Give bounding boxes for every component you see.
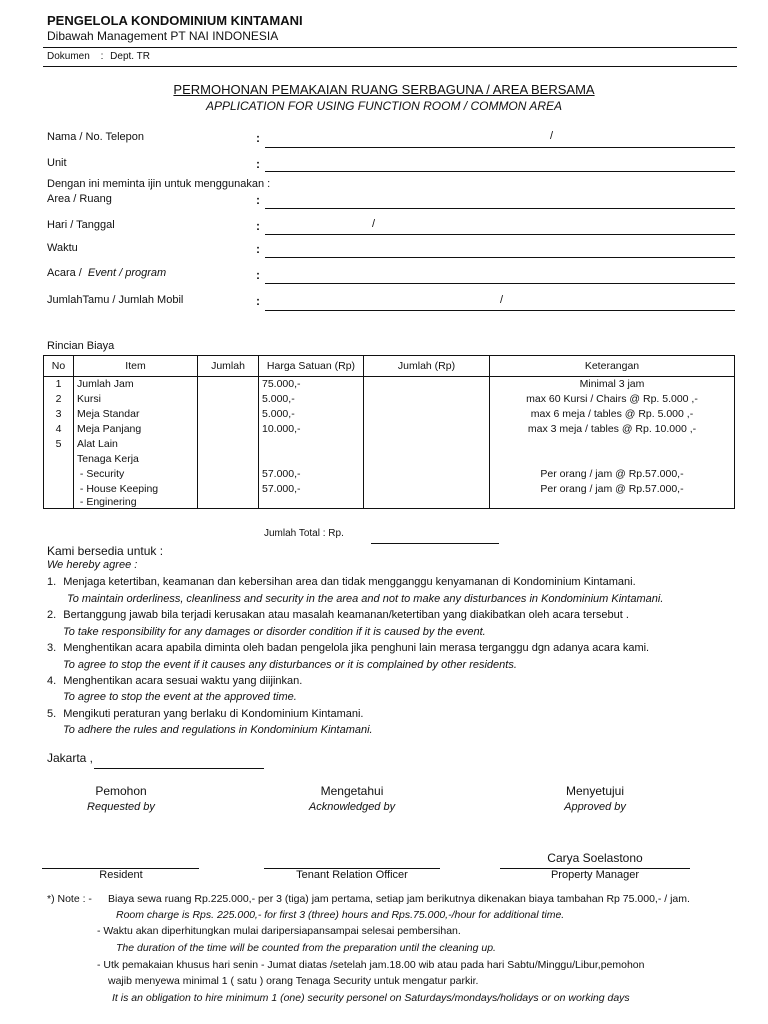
field-separator: / xyxy=(550,130,554,142)
form-subtitle: APPLICATION FOR USING FUNCTION ROOM / COMMON AREA xyxy=(205,99,562,113)
row-note: Per orang / jam @ Rp.57.000,- xyxy=(490,482,735,497)
table-row xyxy=(44,452,735,467)
row-no xyxy=(44,467,74,482)
cost-table-header xyxy=(44,356,735,377)
column-header: Jumlah xyxy=(198,356,259,377)
agreement-item xyxy=(47,642,649,654)
row-price: 57.000,- xyxy=(259,482,364,497)
row-item: Tenaga Kerja xyxy=(74,452,198,467)
row-item: - Enginering xyxy=(74,497,198,509)
signature-title: Resident xyxy=(99,869,143,881)
agreement-text: Mengikuti peraturan yang berlaku di Kondominium Kintamani. xyxy=(63,708,364,720)
row-price: 5.000,- xyxy=(259,407,364,422)
event-label-id: Acara / xyxy=(47,267,82,279)
signature-role-en: Acknowledged by xyxy=(308,801,396,813)
agreement-text: Menghentikan acara sesuai waktu yang diijinkan. xyxy=(63,675,303,687)
signature-title: Tenant Relation Officer xyxy=(296,869,408,881)
table-row xyxy=(44,422,735,437)
row-price: 10.000,- xyxy=(259,422,364,437)
table-row xyxy=(44,392,735,407)
event-label xyxy=(47,267,166,279)
row-total[interactable] xyxy=(364,452,490,467)
intro-text: Dengan ini meminta ijin untuk menggunakan : xyxy=(47,178,271,190)
agreement-num: 4. xyxy=(47,675,57,687)
cost-heading: Rincian Biaya xyxy=(47,340,115,352)
document-label: Dokumen xyxy=(47,51,90,62)
row-no: 2 xyxy=(44,392,74,407)
row-price: 5.000,- xyxy=(259,392,364,407)
organization-name: PENGELOLA KONDOMINIUM KINTAMANI xyxy=(47,13,303,28)
row-no: 4 xyxy=(44,422,74,437)
row-price xyxy=(259,497,364,509)
row-no: 1 xyxy=(44,377,74,393)
row-total[interactable] xyxy=(364,392,490,407)
total-field[interactable] xyxy=(371,543,499,544)
field-colon: : xyxy=(256,193,260,207)
agreement-text-en: To maintain orderliness, cleanliness and security in the area and not to make any disturbances in Kondominium Kintamani. xyxy=(67,593,664,605)
total-label: Jumlah Total : Rp. xyxy=(264,528,344,539)
row-item: Meja Panjang xyxy=(74,422,198,437)
row-total[interactable] xyxy=(364,407,490,422)
row-qty[interactable] xyxy=(198,422,259,437)
document-value: Dept. TR xyxy=(110,51,150,62)
column-header: Jumlah (Rp) xyxy=(364,356,490,377)
row-qty[interactable] xyxy=(198,392,259,407)
date-signed-field[interactable] xyxy=(94,768,264,769)
row-note: Minimal 3 jam xyxy=(490,377,735,393)
row-item: - Security xyxy=(74,467,198,482)
row-total[interactable] xyxy=(364,422,490,437)
field-separator: / xyxy=(500,294,504,306)
row-no xyxy=(44,497,74,509)
column-header: Keterangan xyxy=(490,356,735,377)
name-phone-label: Nama / No. Telepon xyxy=(47,131,145,143)
note-line-en: It is an obligation to hire minimum 1 (one) security personel on Saturdays/mondays/holidays or on working days xyxy=(112,992,630,1004)
field-colon: : xyxy=(256,131,260,145)
row-no: 5 xyxy=(44,437,74,452)
header-divider xyxy=(43,47,737,48)
field-colon: : xyxy=(256,294,260,308)
row-qty[interactable] xyxy=(198,482,259,497)
row-qty[interactable] xyxy=(198,407,259,422)
column-header: Harga Satuan (Rp) xyxy=(259,356,364,377)
row-item: - House Keeping xyxy=(74,482,198,497)
field-colon: : xyxy=(256,242,260,256)
note-line-en: The duration of the time will be counted from the preparation until the cleaning up. xyxy=(116,942,496,954)
note-line: Biaya sewa ruang Rp.225.000,- per 3 (tiga) jam pertama, setiap jam berikutnya dikenakan biaya tambahan Rp 75.000,- / jam. xyxy=(108,893,690,905)
row-qty[interactable] xyxy=(198,437,259,452)
row-total[interactable] xyxy=(364,437,490,452)
agreement-item xyxy=(47,576,636,588)
row-no xyxy=(44,482,74,497)
row-note xyxy=(490,452,735,467)
row-note xyxy=(490,437,735,452)
row-no xyxy=(44,452,74,467)
cost-table xyxy=(43,355,735,509)
area-field[interactable] xyxy=(265,208,735,209)
row-note: Per orang / jam @ Rp.57.000,- xyxy=(490,467,735,482)
agreement-text: Menghentikan acara apabila diminta oleh badan pengelola jika penghuni lain merasa terganggu dgn adanya acara kami. xyxy=(63,642,650,654)
agreement-item xyxy=(47,708,363,720)
note-label: *) Note : - xyxy=(47,893,92,905)
table-row xyxy=(44,377,735,393)
name-phone-field[interactable] xyxy=(265,147,735,148)
note-line: - Utk pemakaian khusus hari senin - Jumat diatas /setelah jam.18.00 wib atau pada hari Sabtu/Minggu/Libur,pemohon xyxy=(97,959,645,971)
row-item: Jumlah Jam xyxy=(74,377,198,393)
note-line-en: Room charge is Rps. 225.000,- for first 3 (three) hours and Rps.75.000,-/hour for additional time. xyxy=(116,909,565,921)
row-item: Meja Standar xyxy=(74,407,198,422)
table-row xyxy=(44,482,735,497)
date-field[interactable] xyxy=(265,234,735,235)
agreement-text: Bertanggung jawab bila terjadi kerusakan atau masalah keamanan/ketertiban yang diakibatkan oleh acara tersebut . xyxy=(63,609,629,621)
date-label: Hari / Tanggal xyxy=(47,219,115,231)
agreement-num: 5. xyxy=(47,708,57,720)
form-title: PERMOHONAN PEMAKAIAN RUANG SERBAGUNA / AREA BERSAMA xyxy=(173,82,595,97)
agreement-num: 1. xyxy=(47,576,57,588)
agreement-num: 3. xyxy=(47,642,57,654)
signature-role-en: Requested by xyxy=(87,801,155,813)
area-label: Area / Ruang xyxy=(47,193,112,205)
note-line: wajib menyewa minimal 1 ( satu ) orang Tenaga Security untuk mengatur parkir. xyxy=(108,975,479,987)
row-item: Kursi xyxy=(74,392,198,407)
document-ref xyxy=(47,51,150,62)
agreement-text-en: To adhere the rules and regulations in Kondominium Kintamani. xyxy=(63,724,373,736)
row-price xyxy=(259,452,364,467)
table-row xyxy=(44,407,735,422)
agreement-heading: Kami bersedia untuk : xyxy=(47,544,164,558)
row-qty[interactable] xyxy=(198,452,259,467)
agreement-num: 2. xyxy=(47,609,57,621)
row-total[interactable] xyxy=(364,377,490,393)
table-row xyxy=(44,467,735,482)
agreement-heading-en: We hereby agree : xyxy=(47,559,138,571)
place-label: Jakarta , xyxy=(47,751,94,765)
time-label: Waktu xyxy=(47,242,78,254)
signature-role: Mengetahui xyxy=(320,784,384,798)
agreement-item xyxy=(47,675,302,687)
agreement-item xyxy=(47,609,629,621)
header-divider-2 xyxy=(43,66,737,67)
row-note xyxy=(490,497,735,509)
row-total[interactable] xyxy=(364,482,490,497)
signatory-name: Carya Soelastono xyxy=(547,851,643,865)
signature-role-en: Approved by xyxy=(564,801,626,813)
field-colon: : xyxy=(256,268,260,282)
row-note: max 3 meja / tables @ Rp. 10.000 ,- xyxy=(490,422,735,437)
agreement-text-en: To agree to stop the event at the approved time. xyxy=(63,691,297,703)
agreement-text-en: To take responsibility for any damages or disorder condition if it is caused by the event. xyxy=(63,626,486,638)
column-header: No xyxy=(44,356,74,377)
row-price: 75.000,- xyxy=(259,377,364,393)
row-item: Alat Lain xyxy=(74,437,198,452)
time-field[interactable] xyxy=(265,257,735,258)
row-price xyxy=(259,437,364,452)
row-qty[interactable] xyxy=(198,497,259,509)
agreement-text: Menjaga ketertiban, keamanan dan kebersihan area dan tidak mengganggu kenyamanan di Kondominium Kintamani. xyxy=(63,576,636,588)
signature-title: Property Manager xyxy=(550,869,640,881)
field-colon: : xyxy=(256,219,260,233)
management-line: Dibawah Management PT NAI INDONESIA xyxy=(47,29,279,43)
signature-role: Menyetujui xyxy=(565,784,625,798)
row-note: max 60 Kursi / Chairs @ Rp. 5.000 ,- xyxy=(490,392,735,407)
column-header: Item xyxy=(74,356,198,377)
unit-field[interactable] xyxy=(265,171,735,172)
row-qty[interactable] xyxy=(198,467,259,482)
agreement-text-en: To agree to stop the event if it causes any disturbances or it is complained by other residents. xyxy=(63,659,517,671)
guests-field[interactable] xyxy=(265,310,735,311)
event-field[interactable] xyxy=(265,283,735,284)
field-separator: / xyxy=(372,218,376,230)
signature-role: Pemohon xyxy=(95,784,147,798)
event-label-en: Event / program xyxy=(87,267,167,279)
row-note: max 6 meja / tables @ Rp. 5.000 ,- xyxy=(490,407,735,422)
field-colon: : xyxy=(256,157,260,171)
row-total[interactable] xyxy=(364,497,490,509)
row-price: 57.000,- xyxy=(259,467,364,482)
table-row xyxy=(44,497,735,509)
table-row xyxy=(44,437,735,452)
row-total[interactable] xyxy=(364,467,490,482)
guests-label: JumlahTamu / Jumlah Mobil xyxy=(47,294,184,306)
row-no: 3 xyxy=(44,407,74,422)
unit-label: Unit xyxy=(47,157,67,169)
row-qty[interactable] xyxy=(198,377,259,393)
note-line: - Waktu akan diperhitungkan mulai daripersiapansampai selesai pembersihan. xyxy=(97,925,461,937)
document-colon: : xyxy=(100,51,104,62)
